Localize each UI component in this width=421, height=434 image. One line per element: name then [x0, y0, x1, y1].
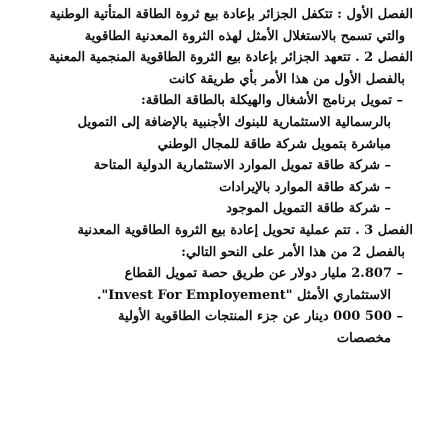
- list-item-5: – شركة طاقة التمويل الموجود: [226, 201, 391, 217]
- article-2-line-2: بالفصل الأول من هذا الأمر بأي طريقة كانت: [169, 71, 405, 87]
- list-item-1: – تمويل برنامج الأشغال والهيكلة بالطاقة الطاقة:: [140, 93, 403, 109]
- amount-item-2-continuation: مخصصات: [336, 330, 391, 346]
- list-item-3: – شركة طاقة تمويل الموارد الاستثمارية الدولية المتاحة: [93, 158, 391, 174]
- amount-item-1: – 2.807 مليار دولار عن طريق حصة تمويل القطاع: [124, 266, 403, 282]
- amount-item-2: – 500 000 دينار عن جزء المنتجات الطاقوية الأولية: [118, 309, 403, 325]
- article-1-line-1: الفصل الأول : تتكفل الجزائر بإعادة بيع ثروة الطاقة المتأتية الوطنية: [49, 7, 413, 22]
- amount-item-1-continuation: الاستثماري الأمثل "Invest For Employement".: [96, 287, 391, 303]
- article-1-line-2: والتي تسمح بالاستغلال الأمثل لهذه الثروة المعدنية الطاقوية: [84, 28, 405, 44]
- list-item-1-continuation: بالرسمالية الاستثمارية للبنوك الأجنبية بالإضافة إلى التمويل: [77, 114, 391, 130]
- list-item-2: مباشرة بتمويل شركة طاقة للمجال الوطني: [157, 136, 391, 152]
- article-3-line-1: الفصل 3 . تتم عملية تحويل إعادة بيع الثروة الطاقوية المعدنية: [77, 222, 413, 238]
- list-item-4: – شركة طاقة الموارد بالإيرادات: [219, 179, 391, 195]
- article-2-line-1: الفصل 2 . تتعهد الجزائر بإعادة بيع الثروة الطاقوية المنجمية المعنية: [48, 50, 413, 66]
- article-3-line-2: بالفصل 2 من هذا الأمر على النحو التالي:: [181, 244, 405, 260]
